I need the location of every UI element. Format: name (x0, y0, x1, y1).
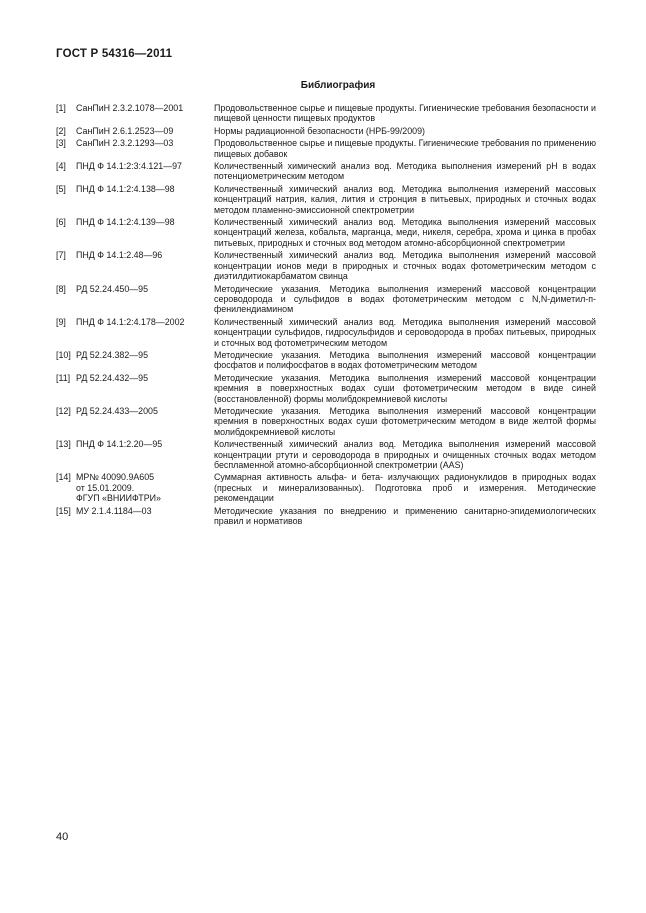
entry-reference: ПНД Ф 14.1:2:4.138—98 (76, 183, 175, 194)
entry-reference: РД 52.24.432—95 (76, 372, 149, 383)
entry-description: Методические указания. Методика выполнения измерений массовой концентрации сероводорода и сульфидов в водах фотометрическим методом с N,N-диметил-п-фенилендиамином (214, 283, 596, 315)
entry-number: [3] (56, 138, 66, 149)
entry-description: Методические указания. Методика выполнения измерений массовой концентрации кремния в поверхностных водах суши фотометрическим методом в виде синей (восстановленной) формы молибдокремниевой кислоты (214, 372, 596, 404)
entry-number: [8] (56, 283, 66, 294)
document-header: ГОСТ Р 54316—2011 (56, 48, 173, 60)
entry-number: [12] (56, 405, 71, 416)
entry-number: [6] (56, 217, 66, 228)
bibliography-entry (56, 373, 596, 404)
entry-reference: ПНД Ф 14.1:2.20—95 (76, 439, 163, 450)
bibliography-entry (56, 406, 596, 437)
entry-reference: РД 52.24.382—95 (76, 349, 149, 360)
entry-number: [11] (56, 372, 71, 383)
bibliography-list (56, 103, 596, 528)
entry-reference: ПНД Ф 14.1:2:4.139—98 (76, 217, 175, 228)
entry-description: Суммарная активность альфа- и бета- излучающих радионуклидов в природных водах (пресных и минерализованных). Подготовка проб и измерения. Методические рекомендации (214, 472, 596, 504)
bibliography-entry (56, 506, 596, 527)
entry-reference: ПНД Ф 14.1:2:4.178—2002 (76, 316, 185, 327)
entry-reference: СанПиН 2.3.2.1078—2001 (76, 103, 184, 113)
entry-reference: ПНД Ф 14.1:2:3:4.121—97 (76, 161, 182, 172)
bibliography-entry (56, 217, 596, 248)
entry-description: Методические указания. Методика выполнения измерений массовой концентрации кремния в поверхностных водах суши фотометрическим методом в виде желтой формы молибдокремниевой кислоты (214, 405, 596, 437)
entry-description: Количественный химический анализ вод. Методика выполнения измерений массовой концентрации ионов меди в природных и сточных водах фотометрическим методом с диэтилдитиокарбаматом свинца (214, 250, 596, 282)
entry-number: [13] (56, 439, 71, 450)
entry-reference: РД 52.24.433—2005 (76, 405, 158, 416)
bibliography-entry (56, 472, 596, 503)
entry-description: Методические указания. Методика выполнения измерений массовой концентрации фосфатов и полифосфатов в водах фотометрическим методом (214, 349, 596, 371)
bibliography-entry (56, 317, 596, 348)
entry-number: [1] (56, 103, 66, 113)
entry-number: [14] (56, 472, 71, 483)
bibliography-entry (56, 284, 596, 315)
entry-description: Методические указания по внедрению и применению санитарно-эпидемиологических правил и нормативов (214, 505, 596, 527)
entry-number: [9] (56, 316, 66, 327)
bibliography-entry (56, 161, 596, 182)
entry-reference: СанПиН 2.3.2.1293—03 (76, 138, 174, 149)
bibliography-entry (56, 250, 596, 281)
entry-number: [10] (56, 349, 71, 360)
bibliography-entry (56, 439, 596, 470)
bibliography-entry (56, 350, 596, 371)
bibliography-entry (56, 126, 596, 136)
entry-description: Количественный химический анализ вод. Методика выполнения измерений pH в водах потенциометрическим методом (214, 161, 596, 182)
entry-reference: MP№ 40090.9A605 от 15.01.2009. ФГУП «ВНИИФТРИ» (76, 472, 161, 504)
page-number: 40 (56, 831, 69, 843)
section-title: Библиография (300, 80, 376, 91)
entry-reference: РД 52.24.450—95 (76, 283, 149, 294)
entry-reference: МУ 2.1.4.1184—03 (76, 505, 152, 516)
entry-description: Количественный химический анализ вод. Методика выполнения измерений массовых концентраций железа, кобальта, марганца, меди, никеля, серебра, хрома и цинка в пробах питьевых, природных и сточных вод методом атомно-абсорбционной спектрометрии (214, 217, 596, 248)
entry-description: Количественный химический анализ вод. Методика выполнения измерений массовой концентрации ртути и сероводорода в природных и очищенных сточных водах методом беспламенной атомно-абсорбционной спектрометрии (AAS) (214, 439, 596, 470)
entry-reference: СанПиН 2.6.1.2523—09 (76, 125, 174, 136)
bibliography-entry (56, 184, 596, 215)
entry-number: [5] (56, 183, 66, 194)
entry-description: Продовольственное сырье и пищевые продукты. Гигиенические требования безопасности и пищевой ценности пищевых продуктов (214, 103, 596, 124)
entry-description: Количественный химический анализ вод. Методика выполнения измерений массовой концентрации сульфидов, гидросульфидов и сероводорода в пробах питьевых, природных и сточных вод фотометрическим методом (214, 316, 596, 348)
entry-description: Продовольственное сырье и пищевые продукты. Гигиенические требования по применению пищевых добавок (214, 138, 596, 159)
bibliography-entry (56, 103, 596, 124)
entry-number: [15] (56, 505, 71, 516)
entry-number: [4] (56, 161, 66, 172)
entry-reference: ПНД Ф 14.1:2.48—96 (76, 250, 163, 261)
entry-number: [2] (56, 125, 66, 136)
bibliography-entry (56, 138, 596, 159)
entry-number: [7] (56, 250, 66, 261)
entry-description: Нормы радиационной безопасности (НРБ-99/2009) (214, 125, 425, 136)
entry-description: Количественный химический анализ вод. Методика выполнения измерений массовых концентраций натрия, калия, лития и стронция в питьевых, природных и сточных водах методом пламенно-эмиссионной спектрометрии (214, 183, 596, 215)
